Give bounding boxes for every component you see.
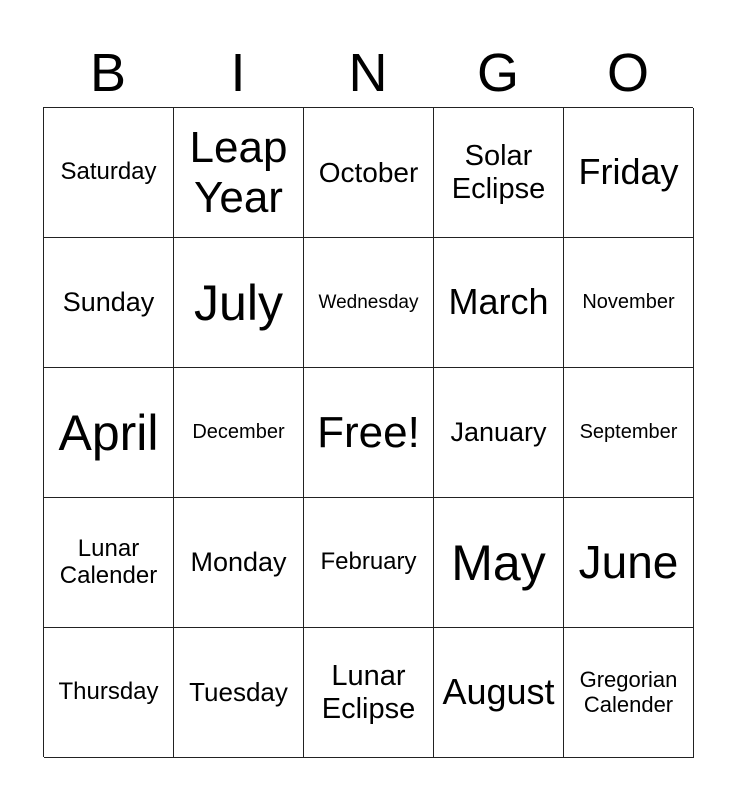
header-letter-n: N xyxy=(348,43,388,103)
bingo-cell[interactable]: June xyxy=(564,498,694,628)
bingo-cell[interactable]: Lunar Eclipse xyxy=(304,628,434,758)
bingo-cell[interactable]: Saturday xyxy=(44,108,174,238)
bingo-cell[interactable]: Lunar Calender xyxy=(44,498,174,628)
bingo-cell[interactable]: September xyxy=(564,368,694,498)
bingo-cell[interactable]: October xyxy=(304,108,434,238)
header-letter-g: G xyxy=(476,43,519,103)
header-letter-o: O xyxy=(606,43,649,103)
bingo-cell[interactable]: March xyxy=(434,238,564,368)
bingo-cell[interactable]: Gregorian Calender xyxy=(564,628,694,758)
bingo-card-grid xyxy=(43,107,693,757)
bingo-header xyxy=(43,40,693,106)
bingo-cell[interactable]: April xyxy=(44,368,174,498)
bingo-cell[interactable]: Leap Year xyxy=(174,108,304,238)
bingo-cell[interactable]: November xyxy=(564,238,694,368)
bingo-cell[interactable]: Friday xyxy=(564,108,694,238)
bingo-cell[interactable]: Sunday xyxy=(44,238,174,368)
bingo-cell[interactable]: Wednesday xyxy=(304,238,434,368)
header-letter-i: I xyxy=(230,43,246,103)
bingo-cell[interactable]: Thursday xyxy=(44,628,174,758)
bingo-cell[interactable]: July xyxy=(174,238,304,368)
bingo-cell[interactable]: August xyxy=(434,628,564,758)
bingo-cell[interactable]: May xyxy=(434,498,564,628)
free-space-cell[interactable]: Free! xyxy=(304,368,434,498)
bingo-cell[interactable]: Monday xyxy=(174,498,304,628)
bingo-cell[interactable]: January xyxy=(434,368,564,498)
bingo-cell[interactable]: Solar Eclipse xyxy=(434,108,564,238)
bingo-cell[interactable]: December xyxy=(174,368,304,498)
bingo-cell[interactable]: February xyxy=(304,498,434,628)
header-letter-b: B xyxy=(89,43,127,103)
bingo-cell[interactable]: Tuesday xyxy=(174,628,304,758)
